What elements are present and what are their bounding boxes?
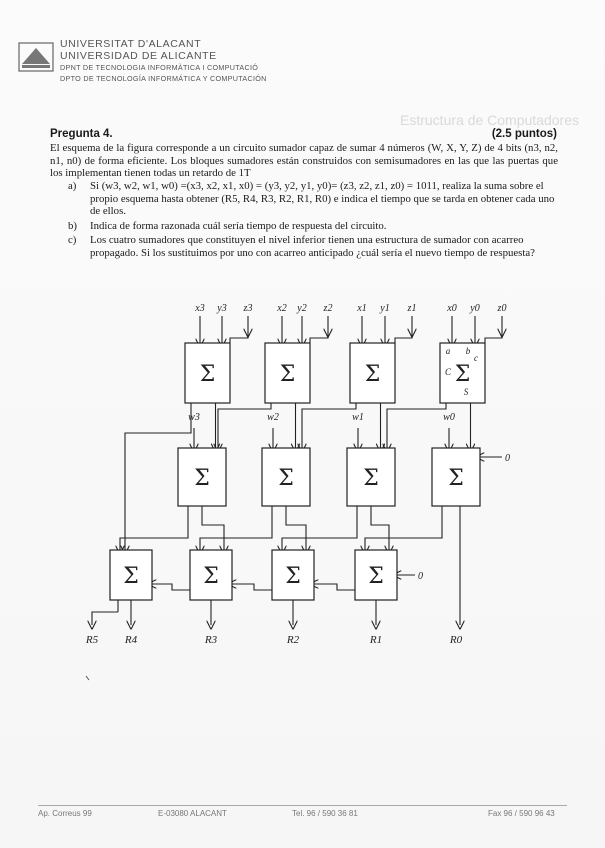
input-label-z0: z0 [497,303,507,314]
carry-wire-r1 [218,403,271,448]
sigma-symbol: Σ [363,466,379,491]
carry-wire-r2 [282,506,357,550]
question-points: (2.5 puntos) [491,128,557,140]
question-intro: El esquema de la figura corresponde a un circuito sumador capaz de sumar 4 números (W, X, Y, Z) de 4 bits (n3, n2, n1, n0) de forma eficiente. Los bloques sumadores están construidos con semisumadores en las que las puertas que los implementan tienen todas un retardo de 1T [50,142,558,179]
carry-chain-r3 [152,584,190,590]
carry-in-label-row2: 0 [505,453,510,464]
adder-block-row2-0 [178,448,226,506]
input-label-y0: y0 [470,303,480,314]
pin-label-carry: C [444,367,452,377]
item-marker: a) [68,180,77,192]
carry-in-label-row3: 0 [418,571,423,582]
output-label-R2: R2 [286,634,300,646]
input-label-x2: x2 [277,303,287,314]
sigma-symbol: Σ [194,466,210,491]
adder-block-row1-1 [265,343,310,403]
input-label-x0: x0 [447,303,457,314]
carry-wire-r2 [365,506,442,550]
z-input-route [230,333,248,343]
sigma-symbol: Σ [448,466,464,491]
adder-block-row3-2 [272,550,314,600]
pin-label-sum: S [463,387,469,397]
question-title: Pregunta 4. [50,128,113,140]
output-label-R3: R3 [204,634,218,646]
footer-address: Ap. Correus 99 [38,809,92,818]
item-text: Indica de forma razonada cuál sería tiempo de respuesta del circuito. [90,219,387,232]
pin-label-c: c [474,353,478,363]
footer-phone: Tel. 96 / 590 36 81 [292,809,358,818]
input-label-z3: z3 [243,303,253,314]
output-label-R0: R0 [449,634,463,646]
department-es: DPTO DE TECNOLOGÍA INFORMÁTICA Y COMPUTACIÓN [60,74,267,83]
w-label-w2: w2 [267,412,279,423]
carry-chain-r3 [314,584,355,590]
carry-wire-r1 [302,403,356,448]
adder-block-row1-2 [350,343,395,403]
sum-wire-r2 [371,506,389,550]
output-label-R5: R5 [85,634,99,646]
university-name-va: UNIVERSITAT D'ALACANT [60,38,202,50]
adder-block-row1-0 [185,343,230,403]
input-label-z2: z2 [323,303,333,314]
carry-wire-r1 [387,403,446,448]
output-label-R4: R4 [124,634,138,646]
sum-wire-r2 [286,506,306,550]
input-label-y1: y1 [380,303,390,314]
w-label-w1: w1 [352,412,364,423]
sigma-symbol: Σ [278,466,294,491]
adder-block-row3-1 [190,550,232,600]
sigma-symbol: Σ [279,362,296,387]
department-va: DPNT DE TECNOLOGIA INFORMÀTICA I COMPUTACIÓ [60,63,259,72]
footer-rule [38,805,567,806]
circuit-blocks [110,343,485,600]
sigma-symbol: Σ [199,362,216,387]
carry-out-R5 [92,612,118,625]
item-text: Los cuatro sumadores que constituyen el nivel inferior tienen una estructura de sumador con acarreo propagado. Si los sustituimos por uno con acarreo anticipado ¿cuál sería el nuevo tiempo de respuesta? [90,234,535,259]
carry-wire-r2 [120,506,188,550]
adder-block-row2-3 [432,448,480,506]
adder-block-row3-0 [110,550,152,600]
sigma-symbol: Σ [368,564,384,589]
input-label-x1: x1 [357,303,367,314]
carry-chain-r3 [232,584,272,590]
input-label-x3: x3 [195,303,205,314]
item-marker: b) [68,219,77,232]
item-marker: c) [68,234,77,246]
pin-label-a: a [445,346,451,356]
page-footer [0,805,605,825]
adder-block-row2-1 [262,448,310,506]
adder-block-row3-3 [355,550,397,600]
z-input-route [485,333,502,343]
z-input-route [310,333,328,343]
footer-city: E-03080 ALACANT [158,809,227,818]
item-text: Si (w3, w2, w1, w0) =(x3, x2, x1, x0) = (y3, y2, y1, y0)= (z3, z2, z1, z0) = 1011, realiza la suma sobre el propio esquema hasta obtener (R5, R4, R3, R2, R1, R0) e indica el tiempo que se tarda en obtener cada uno de ellos. [90,180,555,217]
sigma-symbol: Σ [364,362,381,387]
input-label-z1: z1 [407,303,417,314]
output-label-R1: R1 [369,634,383,646]
university-name-es: UNIVERSIDAD DE ALICANTE [60,50,217,62]
adder-block-row2-2 [347,448,395,506]
sigma-symbol: Σ [123,564,139,589]
z-input-route [395,333,412,343]
carry-wire-r2 [200,506,272,550]
w-label-w3: w3 [188,412,200,423]
pin-label-b: b [465,346,471,356]
show-through-text: Estructura de Computadores [400,112,579,128]
footer-fax: Fax 96 / 590 96 43 [488,809,555,818]
sum-wire-r2 [202,506,224,550]
sigma-symbol: Σ [203,564,219,589]
input-label-y3: y3 [217,303,227,314]
pencil-mark [86,676,89,680]
w-label-w0: w0 [443,412,455,423]
sigma-symbol: Σ [454,362,471,387]
input-label-y2: y2 [297,303,307,314]
sigma-symbol: Σ [285,564,301,589]
